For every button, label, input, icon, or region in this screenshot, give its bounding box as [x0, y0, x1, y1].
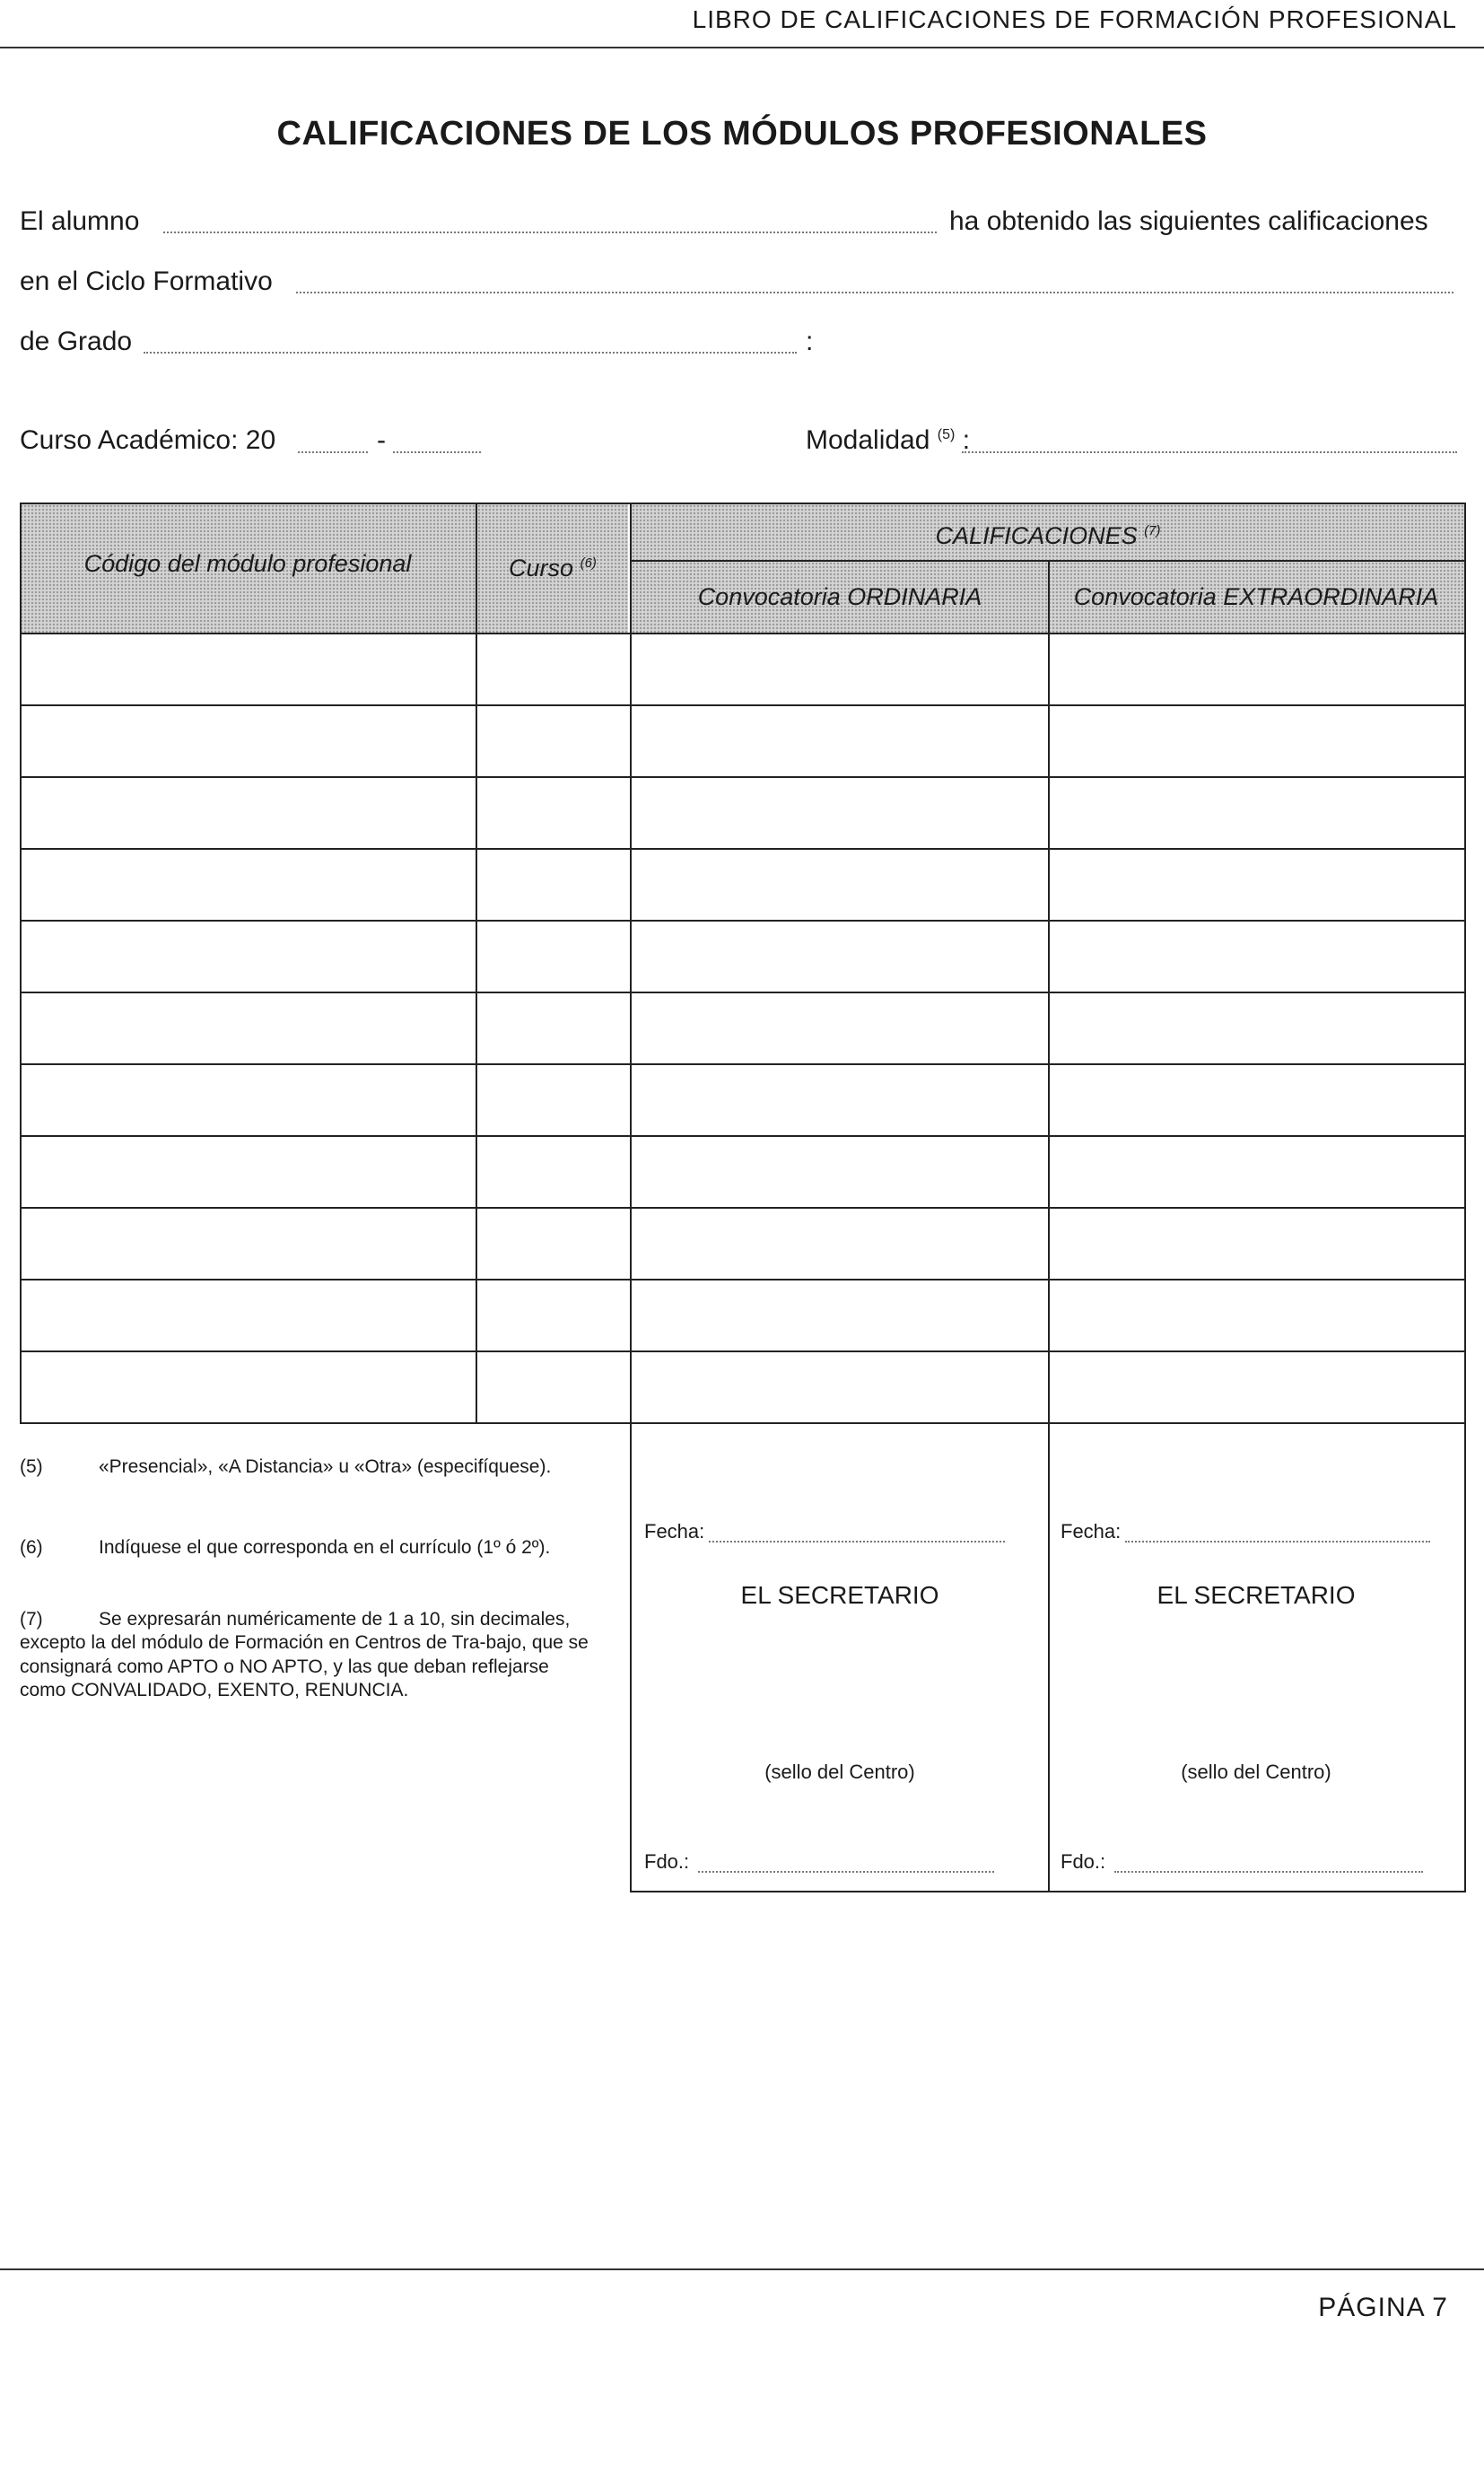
cell-extraordinaria[interactable]	[1050, 778, 1464, 848]
alumno-suffix: ha obtenido las siguientes calificaciones	[949, 206, 1428, 236]
footnote-6: (6) Indíquese el que corresponda en el currículo (1º ó 2º).	[20, 1537, 551, 1558]
cell-codigo[interactable]	[22, 778, 476, 848]
table-top-border	[20, 503, 1466, 504]
cell-extraordinaria[interactable]	[1050, 1280, 1464, 1350]
cell-ordinaria[interactable]	[632, 1137, 1048, 1207]
fecha-label: Fecha:	[644, 1520, 705, 1543]
cell-curso[interactable]	[477, 634, 630, 704]
fecha-field[interactable]	[1125, 1541, 1430, 1543]
seal-label: (sello del Centro)	[764, 1761, 915, 1783]
cell-extraordinaria[interactable]	[1050, 1137, 1464, 1207]
cell-codigo[interactable]	[22, 922, 476, 992]
cell-curso[interactable]	[477, 922, 630, 992]
cell-extraordinaria[interactable]	[1050, 850, 1464, 920]
signature-divider	[1048, 1422, 1050, 1892]
cell-extraordinaria[interactable]	[1050, 706, 1464, 776]
cell-codigo[interactable]	[22, 1352, 476, 1422]
signature-bottom-border	[630, 1891, 1466, 1892]
table-body-bottom	[20, 1422, 1466, 1424]
fecha-field[interactable]	[709, 1541, 1005, 1543]
col-header-ordinaria: Convocatoria ORDINARIA	[697, 583, 982, 610]
page-number: PÁGINA 7	[1318, 2293, 1448, 2322]
ciclo-field[interactable]	[296, 292, 1453, 293]
seal-label: (sello del Centro)	[1181, 1761, 1331, 1783]
secretario-title: EL SECRETARIO	[740, 1581, 939, 1609]
footer-rule	[0, 2268, 1484, 2270]
cell-ordinaria[interactable]	[632, 1280, 1048, 1350]
curso-dash: -	[377, 425, 386, 455]
cell-curso[interactable]	[477, 850, 630, 920]
cell-curso[interactable]	[477, 1137, 630, 1207]
cell-curso[interactable]	[477, 706, 630, 776]
secretario-title: EL SECRETARIO	[1157, 1581, 1356, 1609]
cell-codigo[interactable]	[22, 706, 476, 776]
cell-ordinaria[interactable]	[632, 634, 1048, 704]
fecha-label: Fecha:	[1061, 1520, 1122, 1543]
cell-extraordinaria[interactable]	[1050, 1065, 1464, 1135]
modalidad-field[interactable]	[962, 451, 1457, 453]
cell-codigo[interactable]	[22, 634, 476, 704]
curso-academico-end-field[interactable]	[393, 451, 481, 453]
running-header: LIBRO DE CALIFICACIONES DE FORMACIÓN PROFESIONAL	[692, 5, 1457, 33]
footnote-5: (5) «Presencial», «A Distancia» u «Otra» (especifíquese).	[20, 1456, 552, 1477]
grado-field[interactable]	[144, 352, 797, 354]
cell-codigo[interactable]	[22, 850, 476, 920]
ciclo-label: en el Ciclo Formativo	[20, 267, 273, 296]
alumno-field[interactable]	[163, 232, 937, 233]
alumno-label: El alumno	[20, 206, 140, 236]
fdo-field[interactable]	[1114, 1871, 1423, 1873]
fdo-label: Fdo.:	[1061, 1850, 1106, 1873]
cell-extraordinaria[interactable]	[1050, 634, 1464, 704]
fdo-label: Fdo.:	[644, 1850, 690, 1873]
cell-extraordinaria[interactable]	[1050, 1352, 1464, 1422]
cell-curso[interactable]	[477, 993, 630, 1063]
footnote-7: (7) Se expresarán numéricamente de 1 a 10, sin decimales, excepto la del módulo de Formación en Centros de Tra-bajo, que se consignará como APTO o NO APTO, y las que deban reflejarse como CONVALIDADO, EXENTO, RENUNCIA.	[20, 1609, 589, 1700]
signature-right-border	[1464, 1422, 1466, 1892]
cell-ordinaria[interactable]	[632, 1065, 1048, 1135]
cell-curso[interactable]	[477, 1280, 630, 1350]
cell-ordinaria[interactable]	[632, 922, 1048, 992]
cell-curso[interactable]	[477, 1209, 630, 1279]
page-title: CALIFICACIONES DE LOS MÓDULOS PROFESIONALES	[276, 115, 1208, 153]
cell-ordinaria[interactable]	[632, 993, 1048, 1063]
cell-curso[interactable]	[477, 1352, 630, 1422]
modalidad-label: Modalidad $^{(5)}$ :	[806, 425, 971, 455]
header-rule	[0, 47, 1484, 48]
cell-ordinaria[interactable]	[632, 1209, 1048, 1279]
cell-extraordinaria[interactable]	[1050, 922, 1464, 992]
cell-curso[interactable]	[477, 778, 630, 848]
col-header-curso: Curso $^{(6)}$	[509, 555, 597, 581]
curso-academico-start-field[interactable]	[298, 451, 368, 453]
cell-ordinaria[interactable]	[632, 1352, 1048, 1422]
curso-academico-label: Curso Académico: 20	[20, 425, 276, 455]
cell-ordinaria[interactable]	[632, 850, 1048, 920]
cell-codigo[interactable]	[22, 1065, 476, 1135]
cell-extraordinaria[interactable]	[1050, 993, 1464, 1063]
cell-ordinaria[interactable]	[632, 778, 1048, 848]
fdo-field[interactable]	[698, 1871, 994, 1873]
signature-left-border	[630, 1422, 632, 1892]
col-header-calificaciones: CALIFICACIONES $^{(7)}$	[935, 522, 1161, 549]
cell-curso[interactable]	[477, 1065, 630, 1135]
cell-extraordinaria[interactable]	[1050, 1209, 1464, 1279]
modalidad-note-ref: (5)	[937, 427, 956, 442]
col-header-extraordinaria: Convocatoria EXTRAORDINARIA	[1073, 583, 1439, 610]
cell-ordinaria[interactable]	[632, 706, 1048, 776]
cell-codigo[interactable]	[22, 993, 476, 1063]
table-right-border	[1464, 503, 1466, 1423]
col-header-codigo: Código del módulo profesional	[83, 550, 412, 577]
cell-codigo[interactable]	[22, 1137, 476, 1207]
cell-codigo[interactable]	[22, 1209, 476, 1279]
grado-label: de Grado	[20, 327, 133, 356]
grado-colon: :	[806, 327, 814, 356]
cell-codigo[interactable]	[22, 1280, 476, 1350]
